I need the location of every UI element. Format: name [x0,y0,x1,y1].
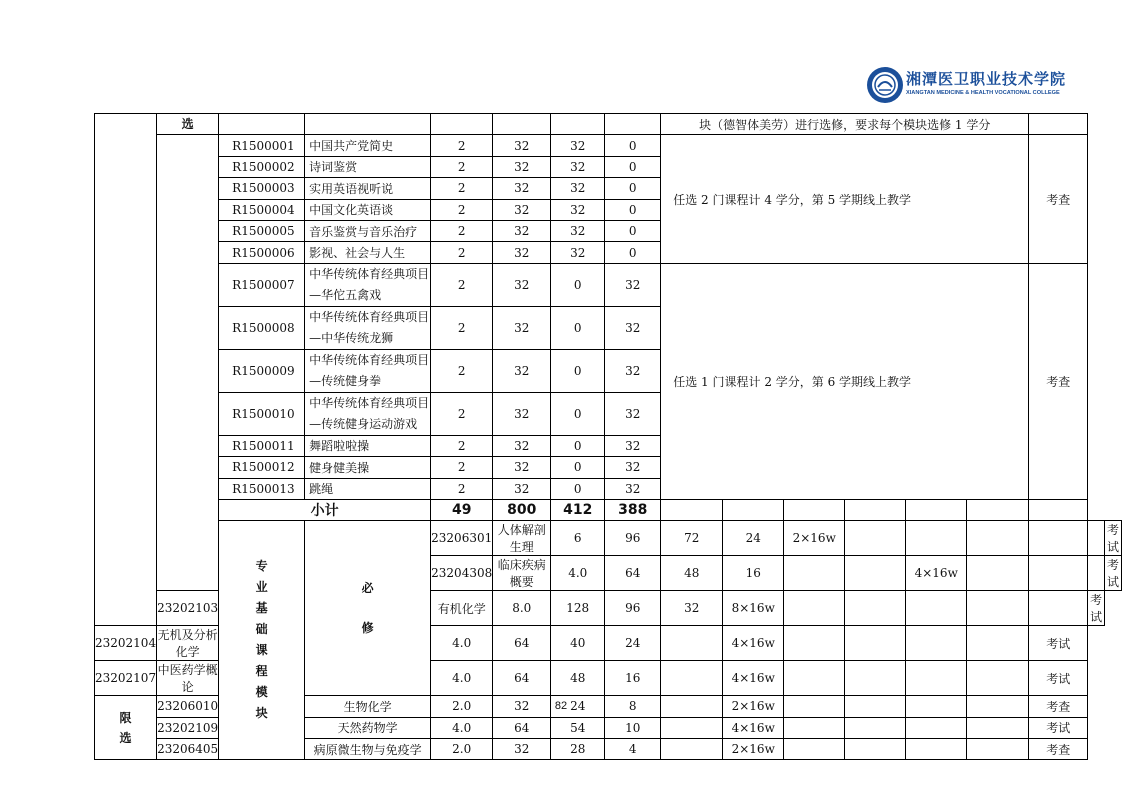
course-code: R1500009 [219,349,305,392]
semester-2 [784,591,845,626]
prev-module-cell [95,114,157,626]
credit: 2 [431,199,493,220]
subtotal-row [95,499,1122,520]
course-name: 中华传统体育经典项目 —传统健身运动游戏 [305,392,431,435]
credit: 4.0 [431,661,493,696]
semester-2: 4×16w [723,717,784,738]
course-code: R1500003 [219,178,305,199]
practice-hours: 0 [605,199,661,220]
assessment: 考查 [1029,135,1088,263]
elective-a-note: 任选 2 门课程计 4 学分，第 5 学期线上教学 [661,135,1029,263]
credit: 2.0 [431,696,493,717]
practice-hours: 32 [605,263,661,306]
course-code: R1500006 [219,242,305,263]
hours: 64 [605,556,661,591]
credit: 2 [431,435,493,456]
theory-hours: 32 [551,242,605,263]
course-name: 中华传统体育经典项目 —华佗五禽戏 [305,263,431,306]
practice-hours: 16 [723,556,784,591]
assessment: 考试 [1105,521,1122,556]
hours: 96 [605,521,661,556]
course-name: 病原微生物与免疫学 [305,739,431,760]
course-code: R1500005 [219,220,305,241]
table-row [95,521,1122,556]
semester-3 [784,626,845,661]
group-label-limited: 限 选 [95,696,157,760]
credit: 4.0 [431,626,493,661]
semester-5 [906,661,967,696]
college-emblem-icon [866,66,904,104]
semester-1 [661,739,723,760]
hours: 32 [493,199,551,220]
theory-hours: 0 [551,263,605,306]
course-name: 实用英语视听说 [305,178,431,199]
assessment: 考查 [1029,696,1088,717]
semester-2: 4×16w [723,626,784,661]
practice-hours: 8 [605,696,661,717]
hours: 32 [493,178,551,199]
semester-1: 2×16w [784,521,845,556]
curriculum-table [94,113,1122,760]
assessment: 考试 [1029,717,1088,738]
course-code: 23206405 [157,739,219,760]
hours: 64 [493,717,551,738]
theory-hours: 40 [551,626,605,661]
hours: 32 [493,242,551,263]
semester-4 [906,591,967,626]
subtotal-practice: 388 [605,499,661,520]
course-code: R1500013 [219,478,305,499]
semester-3: 4×16w [906,556,967,591]
practice-hours: 16 [605,661,661,696]
course-name: 中医药学概论 [157,661,219,696]
hours: 32 [493,263,551,306]
assessment: 考查 [1029,739,1088,760]
semester-1 [661,717,723,738]
course-name: 中华传统体育经典项目 —传统健身拳 [305,349,431,392]
credit: 2 [431,457,493,478]
theory-hours: 0 [551,392,605,435]
course-code: R1500007 [219,263,305,306]
group-label-elective: 选 [157,114,219,135]
credit: 2.0 [431,739,493,760]
college-logo [866,66,1067,106]
credit: 2 [431,220,493,241]
practice-hours: 0 [605,135,661,156]
semester-2: 4×16w [723,661,784,696]
hours: 32 [493,696,551,717]
theory-hours: 32 [551,156,605,177]
credit: 2 [431,242,493,263]
theory-hours: 54 [551,717,605,738]
practice-hours: 32 [605,478,661,499]
semester-1 [784,556,845,591]
subtotal-label: 小计 [219,499,431,520]
course-code: R1500010 [219,392,305,435]
semester-6 [1088,556,1105,591]
semester-2 [845,521,906,556]
credit: 2 [431,178,493,199]
semester-2 [845,556,906,591]
semester-5 [906,626,967,661]
semester-1 [661,661,723,696]
semester-5 [906,739,967,760]
course-code: R1500001 [219,135,305,156]
semester-6 [967,661,1029,696]
practice-hours: 4 [605,739,661,760]
subtotal-hours: 800 [493,499,551,520]
theory-hours: 0 [551,349,605,392]
course-name: 健身健美操 [305,457,431,478]
practice-hours: 0 [605,242,661,263]
hours: 128 [551,591,605,626]
course-name: 天然药物学 [305,717,431,738]
theory-hours: 48 [661,556,723,591]
theory-hours: 32 [551,220,605,241]
course-name: 跳绳 [305,478,431,499]
hours: 32 [493,349,551,392]
practice-hours: 32 [661,591,723,626]
hours: 32 [493,478,551,499]
semester-5 [967,591,1029,626]
semester-5 [1029,556,1088,591]
credit: 4.0 [551,556,605,591]
credit: 2 [431,349,493,392]
course-code: 23202107 [95,661,157,696]
semester-4 [967,521,1029,556]
practice-hours: 32 [605,306,661,349]
assessment: 考试 [1029,626,1088,661]
course-name: 舞蹈啦啦操 [305,435,431,456]
theory-hours: 72 [661,521,723,556]
course-code: 23204308 [431,556,493,591]
theory-hours: 0 [551,306,605,349]
semester-3 [784,739,845,760]
credit: 2 [431,135,493,156]
course-name: 生物化学 [305,696,431,717]
assessment: 考试 [1105,556,1122,591]
semester-5 [1029,521,1088,556]
course-name: 中国共产党简史 [305,135,431,156]
table-row [95,114,1122,135]
course-code: R1500008 [219,306,305,349]
table-row [95,135,1122,156]
semester-6 [967,739,1029,760]
credit: 2 [431,392,493,435]
semester-2: 2×16w [723,696,784,717]
logo-english-name: XIANGTAN MEDICINE & HEALTH VOCATIONAL COLLEGE [906,90,1060,96]
semester-1: 8×16w [723,591,784,626]
semester-5 [906,717,967,738]
page-number: 82 [554,700,568,712]
semester-6 [967,626,1029,661]
practice-hours: 32 [605,392,661,435]
theory-hours: 32 [551,178,605,199]
course-name: 有机化学 [431,591,493,626]
course-code: R1500002 [219,156,305,177]
theory-hours: 32 [551,199,605,220]
module-label: 专 业 基 础 课 程 模 块 [219,521,305,760]
hours: 32 [493,392,551,435]
course-name: 音乐鉴赏与音乐治疗 [305,220,431,241]
semester-6 [967,717,1029,738]
elective-rule-note: 块（德智体美劳）进行选修，要求每个模块选修 1 学分 [661,114,1029,135]
hours: 64 [493,626,551,661]
credit: 2 [431,156,493,177]
hours: 32 [493,435,551,456]
semester-4 [845,661,906,696]
course-code: 23202109 [157,717,219,738]
practice-hours: 24 [723,521,784,556]
credit: 2 [431,478,493,499]
credit: 6 [551,521,605,556]
semester-3 [784,661,845,696]
credit: 4.0 [431,717,493,738]
theory-hours: 48 [551,661,605,696]
course-code: 23206301 [431,521,493,556]
semester-1 [661,626,723,661]
hours: 32 [493,306,551,349]
credit: 8.0 [493,591,551,626]
course-name: 人体解剖生理 [493,521,551,556]
semester-4 [845,739,906,760]
practice-hours: 24 [605,626,661,661]
hours: 64 [493,661,551,696]
course-name: 诗词鉴赏 [305,156,431,177]
theory-hours: 96 [605,591,661,626]
course-code: 23206010 [157,696,219,717]
course-code: R1500012 [219,457,305,478]
practice-hours: 32 [605,435,661,456]
theory-hours: 24 [551,696,605,717]
course-name: 无机及分析化学 [157,626,219,661]
semester-3 [845,591,906,626]
semester-4 [845,717,906,738]
assessment: 考试 [1029,661,1088,696]
practice-hours: 0 [605,220,661,241]
assessment: 考查 [1029,263,1088,499]
theory-hours: 0 [551,478,605,499]
hours: 32 [493,739,551,760]
theory-hours: 28 [551,739,605,760]
hours: 32 [493,220,551,241]
practice-hours: 10 [605,717,661,738]
group-label-required: 必 修 [305,521,431,696]
assessment: 考试 [1088,591,1105,626]
logo-chinese-name: 湘潭医卫职业技术学院 [906,70,1067,88]
semester-3 [906,521,967,556]
hours: 32 [493,135,551,156]
semester-3 [784,717,845,738]
course-code: 23202103 [157,591,219,626]
theory-hours: 32 [551,135,605,156]
semester-2: 2×16w [723,739,784,760]
elective-b-note: 任选 1 门课程计 2 学分，第 6 学期线上教学 [661,263,1029,499]
hours: 32 [493,457,551,478]
credit: 2 [431,263,493,306]
hours: 32 [493,156,551,177]
semester-4 [967,556,1029,591]
course-name: 临床疾病概要 [493,556,551,591]
course-name: 中华传统体育经典项目 —中华传统龙狮 [305,306,431,349]
theory-hours: 0 [551,435,605,456]
course-code: R1500004 [219,199,305,220]
semester-6 [1029,591,1088,626]
semester-4 [845,626,906,661]
practice-hours: 0 [605,178,661,199]
practice-hours: 0 [605,156,661,177]
course-name: 中国文化英语谈 [305,199,431,220]
course-code: R1500011 [219,435,305,456]
subtotal-theory: 412 [551,499,605,520]
semester-6 [1088,521,1105,556]
course-code: 23202104 [95,626,157,661]
practice-hours: 32 [605,349,661,392]
theory-hours: 0 [551,457,605,478]
subtotal-credit: 49 [431,499,493,520]
course-name: 影视、社会与人生 [305,242,431,263]
table-row [95,263,1122,306]
credit: 2 [431,306,493,349]
practice-hours: 32 [605,457,661,478]
